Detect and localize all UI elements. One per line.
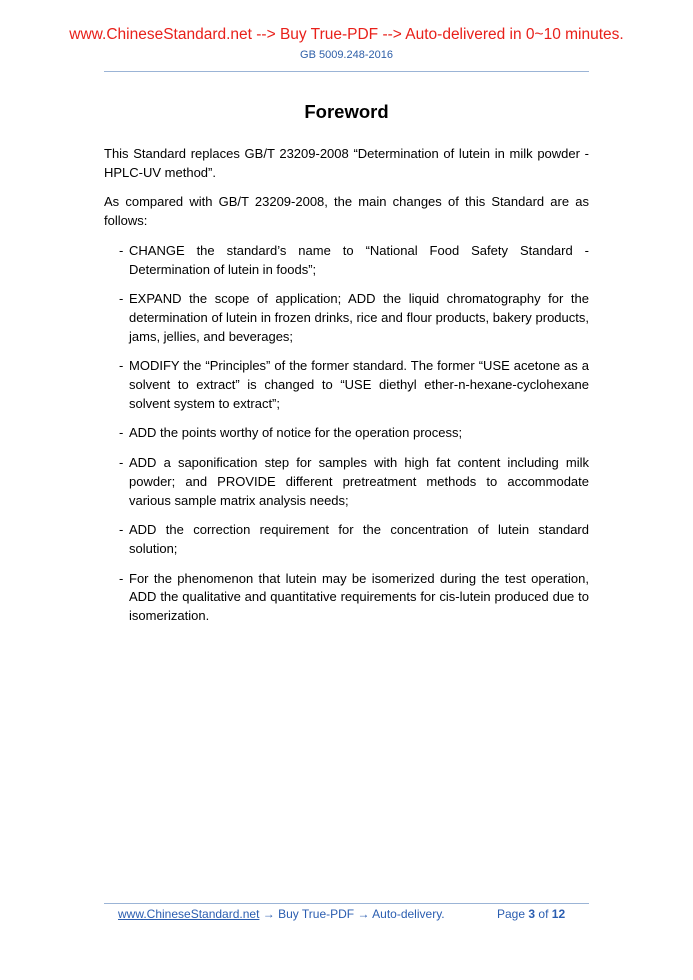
page-indicator bbox=[497, 907, 565, 921]
footer-divider bbox=[104, 903, 589, 904]
change-text: CHANGE the standard’s name to “National Food Safety Standard - Determination of lutein in foods”; bbox=[129, 242, 589, 277]
change-text: For the phenomenon that lutein may be isomerized during the test operation, ADD the qualitative and quantitative requirements for cis-lutein produced due to isomerization. bbox=[129, 570, 589, 624]
footer-link[interactable] bbox=[118, 907, 445, 921]
change-text: EXPAND the scope of application; ADD the liquid chromatography for the determination of lutein in frozen drinks, rice and flour products, bakery products, jams, jellies, and beverages; bbox=[129, 291, 589, 344]
list-dash: - bbox=[119, 425, 124, 441]
change-list-item bbox=[104, 242, 589, 279]
change-list-item bbox=[104, 521, 589, 558]
header-divider bbox=[104, 71, 589, 72]
document-id: GB 5009.248-2016 bbox=[300, 49, 393, 61]
arrow-icon: → bbox=[262, 907, 275, 921]
page-label: Page bbox=[497, 907, 526, 921]
change-list-item bbox=[104, 290, 589, 346]
page-total: 12 bbox=[551, 907, 566, 921]
promo-banner[interactable]: www.ChineseStandard.net --> Buy True-PDF --> Auto-delivered in 0~10 minutes. bbox=[69, 26, 624, 43]
intro-paragraph: This Standard replaces GB/T 23209-2008 “Determination of lutein in milk powder - HPLC-UV method”. bbox=[104, 146, 589, 180]
change-list-item bbox=[104, 570, 589, 626]
page-title: Foreword bbox=[304, 101, 389, 122]
list-dash: - bbox=[119, 242, 124, 258]
page-current: 3 bbox=[528, 907, 536, 921]
footer-site-link[interactable]: www.ChineseStandard.net bbox=[118, 907, 260, 921]
change-list-item bbox=[104, 454, 589, 510]
list-dash: - bbox=[119, 455, 124, 471]
footer-buy-text: Buy True-PDF bbox=[278, 907, 355, 921]
document-body bbox=[104, 145, 589, 637]
list-dash: - bbox=[119, 522, 124, 538]
change-list-item bbox=[104, 357, 589, 413]
changes-intro-paragraph: As compared with GB/T 23209-2008, the main changes of this Standard are as follows: bbox=[104, 194, 589, 229]
list-dash: - bbox=[119, 358, 124, 374]
change-text: MODIFY the “Principles” of the former standard. The former “USE acetone as a solvent to extract” is changed to “USE diethyl ether-n-hexane-cyclohexane solvent system to extract”; bbox=[129, 358, 589, 411]
change-text: ADD the correction requirement for the concentration of lutein standard solution; bbox=[129, 522, 589, 556]
footer-auto-text: Auto-delivery. bbox=[372, 907, 445, 921]
change-list-item bbox=[104, 424, 589, 443]
change-text: ADD the points worthy of notice for the operation process; bbox=[129, 425, 463, 441]
change-text: ADD a saponification step for samples with high fat content including milk powder; and PROVIDE different pretreatment methods to accommodate various sample matrix analysis needs; bbox=[129, 455, 589, 508]
list-dash: - bbox=[119, 291, 124, 307]
list-dash: - bbox=[119, 570, 124, 586]
arrow-icon: → bbox=[357, 907, 370, 921]
page-of: of bbox=[538, 907, 549, 921]
